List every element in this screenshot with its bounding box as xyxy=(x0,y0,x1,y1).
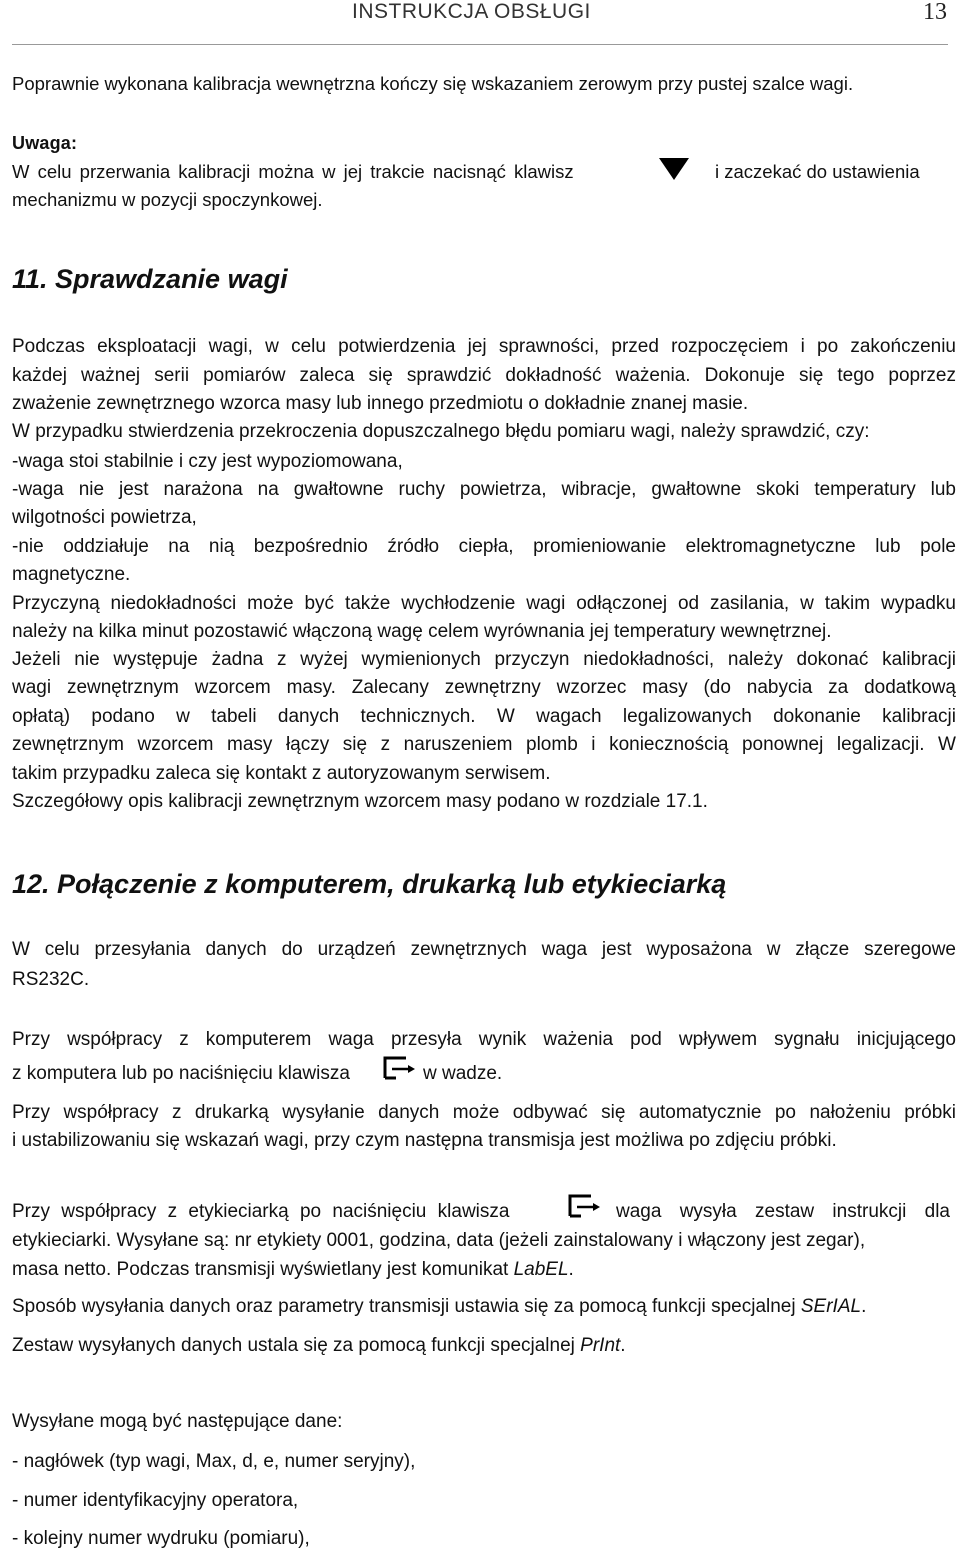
note-line1-b: i zaczekać do ustawienia xyxy=(715,161,920,182)
section-11-line: -waga stoi stabilnie i czy jest wypoziomowana, xyxy=(12,451,403,472)
s12-p6: Zestaw wysyłanych danych ustala się za pomocą funkcji specjalnej PrInt. xyxy=(12,1335,626,1356)
section-11-line: wilgotności powietrza, xyxy=(12,507,197,528)
s12-p1-line2: RS232C. xyxy=(12,969,90,990)
section-11-line: -waga nie jest narażona na gwałtowne ruchy powietrza, wibracje, gwałtowne skoki temperatury lub xyxy=(12,479,956,500)
s12-p3-line2: i ustabilizowaniu się wskazań wagi, przy czym następna transmisja jest możliwa po zdjęciu próbki. xyxy=(12,1130,837,1151)
section-11-line: Szczegółowy opis kalibracji zewnętrznym wzorcem masy podano w rozdziale 17.1. xyxy=(12,791,708,812)
section-11-line: zważenie zewnętrznego wzorca masy lub innego przedmiotu o dokładnie znanej masie. xyxy=(12,393,749,414)
section-11-line: należy na kilka minut pozostawić włączoną wagę celem wyrównania jej temperatury wewnętrznej. xyxy=(12,621,832,642)
s12-p2-line2-a: z komputera lub po naciśnięciu klawisza xyxy=(12,1063,350,1084)
section-11-line: opłatą) podano w tabeli danych technicznych. W wagach legalizowanych dokonanie kalibracji xyxy=(12,706,956,727)
header-divider xyxy=(12,44,948,45)
print-function: PrInt xyxy=(580,1335,621,1356)
page-number: 13 xyxy=(923,0,947,25)
section-11-line: wagi zewnętrznym wzorcem masy. Zalecany zewnętrzny wzorzec masy (do nabycia za dodatkową xyxy=(12,677,956,698)
note-label: Uwaga: xyxy=(12,133,78,153)
note-line2: mechanizmu w pozycji spoczynkowej. xyxy=(12,189,323,210)
section-11-line: takim przypadku zaleca się kontakt z autoryzowanym serwisem. xyxy=(12,763,551,784)
note-line1-a: W celu przerwania kalibracji można w jej trakcie nacisnąć klawisz xyxy=(12,161,574,182)
serial-function: SErIAL xyxy=(800,1296,862,1317)
section-11-line: Podczas eksploatacji wagi, w celu potwierdzenia jej sprawności, przed rozpoczęciem i po zakończeniu xyxy=(12,336,956,357)
intro-text: Poprawnie wykonana kalibracja wewnętrzna kończy się wskazaniem zerowym przy pustej szalce wagi. xyxy=(12,73,854,94)
s12-p5: Sposób wysyłania danych oraz parametry transmisji ustawia się za pomocą funkcji specjalnej SErIAL. xyxy=(12,1296,867,1317)
section-11-heading: 11. Sprawdzanie wagi xyxy=(12,264,288,294)
s12-p1-line1: W celu przesyłania danych do urządzeń zewnętrznych waga jest wyposażona w złącze szeregowe xyxy=(12,939,956,960)
section-11-line: każdej ważnej serii pomiarów zaleca się sprawdzić dokładność ważenia. Dokonuje się tego poprzez xyxy=(12,365,956,386)
print-enter-key-icon-2 xyxy=(567,1192,603,1220)
down-triangle-key-icon xyxy=(659,158,689,180)
s12-p3-line1: Przy współpracy z drukarką wysyłanie danych może odbywać się automatycznie po nałożeniu próbki xyxy=(12,1102,956,1123)
header-title: INSTRUKCJA OBSŁUGI xyxy=(352,0,591,23)
s12-p2-line1: Przy współpracy z komputerem waga przesyła wynik ważenia pod wpływem sygnału inicjującego xyxy=(12,1029,956,1050)
s12-list-item-3: - kolejny numer wydruku (pomiaru), xyxy=(12,1528,310,1549)
section-11-line: magnetyczne. xyxy=(12,564,131,585)
s12-p4-line3: masa netto. Podczas transmisji wyświetlany jest komunikat LabEL. xyxy=(12,1259,574,1280)
section-11-line: -nie oddziałuje na nią bezpośrednio źródło ciepła, promieniowanie elektromagnetyczne lub pole xyxy=(12,536,956,557)
s12-p4-line1-a: Przy współpracy z etykieciarką po naciśnięciu klawisza xyxy=(12,1201,510,1222)
print-enter-key-icon xyxy=(382,1054,418,1082)
section-11-line: Przyczyną niedokładności może być także wychłodzenie wagi odłączonej od zasilania, w takim wypadku xyxy=(12,593,956,614)
label-message: LabEL xyxy=(513,1259,569,1280)
s12-list-item-2: - numer identyfikacyjny operatora, xyxy=(12,1490,299,1511)
section-11-line: Jeżeli nie występuje żadna z wyżej wymienionych przyczyn niedokładności, należy dokonać kalibracji xyxy=(12,649,956,670)
section-11-line: W przypadku stwierdzenia przekroczenia dopuszczalnego błędu pomiaru wagi, należy sprawdzić, czy: xyxy=(12,421,870,442)
s12-list-intro: Wysyłane mogą być następujące dane: xyxy=(12,1411,343,1432)
section-12-heading: 12. Połączenie z komputerem, drukarką lub etykieciarką xyxy=(12,869,727,899)
s12-p4-line2: etykieciarki. Wysyłane są: nr etykiety 0001, godzina, data (jeżeli zainstalowany i włączony jest zegar), xyxy=(12,1230,866,1251)
s12-p2-line2-b: w wadze. xyxy=(423,1063,503,1084)
s12-list-item-1: - nagłówek (typ wagi, Max, d, e, numer seryjny), xyxy=(12,1451,416,1472)
s12-p4-line1-b: waga wysyła zestaw instrukcji dla xyxy=(616,1201,950,1222)
section-11-line: zewnętrznym wzorcem masy łączy się z naruszeniem plomb i koniecznością ponownej legalizacji. W xyxy=(12,734,956,755)
